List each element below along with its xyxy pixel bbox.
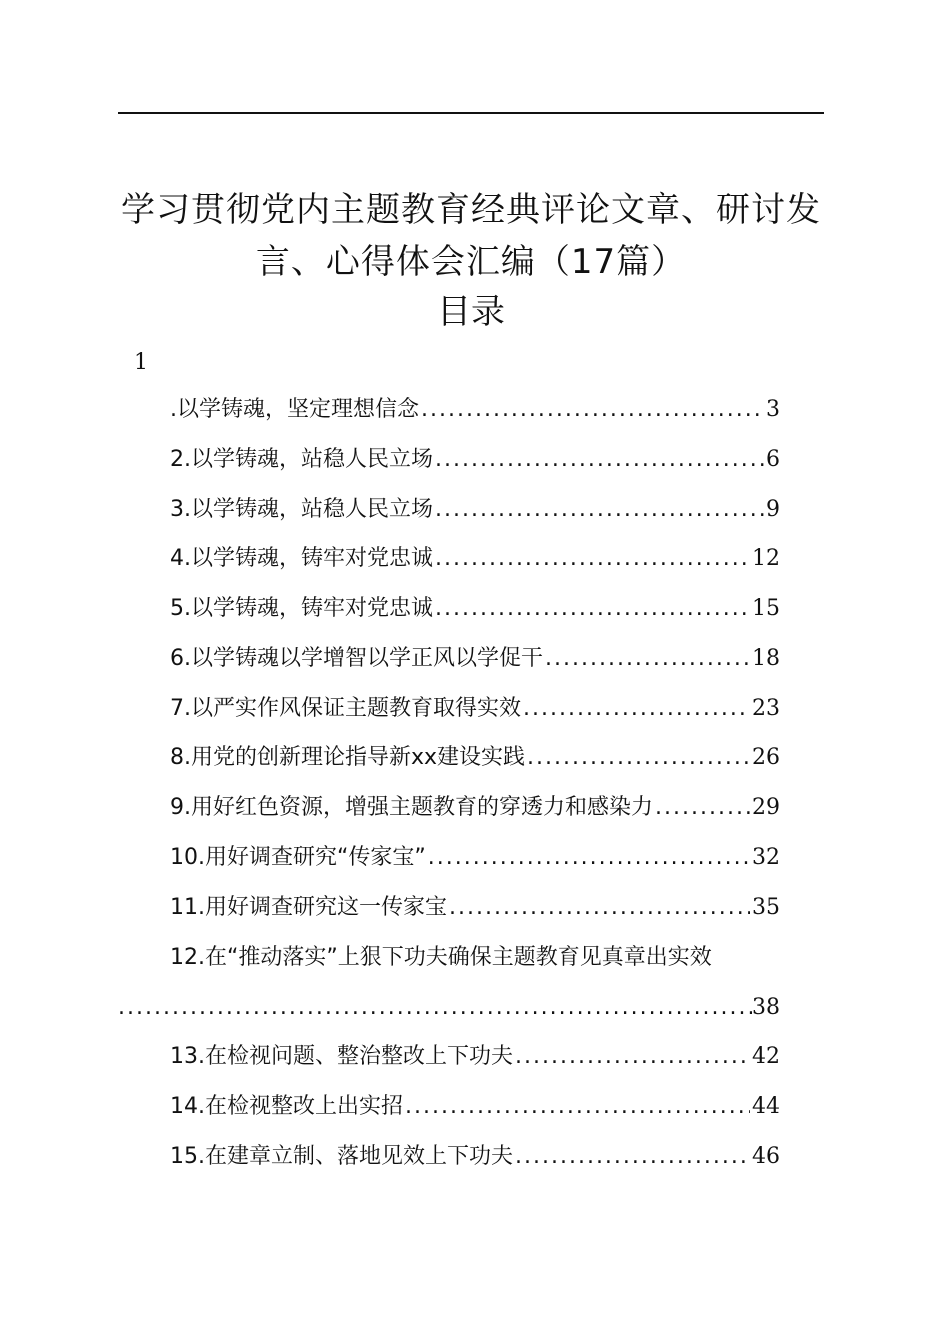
- toc-entry-page: 42: [752, 1044, 780, 1069]
- toc-entry-1[interactable]: [170, 392, 780, 428]
- dot-leader: [435, 591, 750, 627]
- toc-heading: 目录: [437, 292, 505, 332]
- toc-entry-5[interactable]: [170, 591, 780, 627]
- toc-entry-15[interactable]: [170, 1139, 780, 1175]
- dot-leader: [118, 990, 752, 1026]
- toc-entry-page: 44: [752, 1094, 780, 1119]
- document-title-line-2: 言、心得体会汇编（17篇）: [255, 242, 687, 282]
- toc-entry-label: 15.在建章立制、落地见效上下功夫: [170, 1144, 513, 1169]
- toc-entry-page: 35: [752, 895, 780, 920]
- toc-entry-page: 23: [752, 696, 780, 721]
- toc-entry-2[interactable]: [170, 442, 780, 478]
- toc-entry-page: 18: [752, 646, 780, 671]
- toc-entry-12-continuation[interactable]: [118, 990, 780, 1026]
- toc-entry-label: 14.在检视整改上出实招: [170, 1094, 403, 1119]
- toc-entry-page: 29: [752, 795, 780, 820]
- toc-entry-8[interactable]: [170, 740, 780, 776]
- dot-leader: [435, 442, 764, 478]
- toc-entry-14[interactable]: [170, 1089, 780, 1125]
- toc-entry-13[interactable]: [170, 1039, 780, 1075]
- toc-entry-label: 6.以学铸魂以学增智以学正风以学促干: [170, 646, 543, 671]
- toc-entry-page: 12: [752, 546, 780, 571]
- dot-leader: [527, 740, 750, 776]
- toc-entry-label: 2.以学铸魂，站稳人民立场: [170, 447, 433, 472]
- toc-entry-11[interactable]: [170, 890, 780, 926]
- toc-entry-label: 4.以学铸魂，铸牢对党忠诚: [170, 546, 433, 571]
- toc-entry-label: 10.用好调查研究“传家宝”: [170, 845, 426, 870]
- toc-entry-page: 3: [766, 397, 780, 422]
- dot-leader: [421, 392, 764, 428]
- header-rule: [118, 112, 824, 114]
- toc-entry-page: 6: [766, 447, 780, 472]
- dot-leader: [515, 1139, 750, 1175]
- toc-entry-label: 8.用党的创新理论指导新xx建设实践: [170, 745, 526, 770]
- toc-entry-label: 3.以学铸魂，站稳人民立场: [170, 497, 433, 522]
- toc-entry-page: 26: [752, 745, 780, 770]
- toc-entry-10[interactable]: [170, 840, 780, 876]
- document-title-line-1: 学习贯彻党内主题教育经典评论文章、研讨发: [121, 190, 821, 230]
- dot-leader: [428, 840, 750, 876]
- toc-entry-label: 11.用好调查研究这一传家宝: [170, 895, 447, 920]
- toc-entry-page: 46: [752, 1144, 780, 1169]
- dot-leader: [435, 492, 764, 528]
- dot-leader: [435, 541, 750, 577]
- toc-entry-7[interactable]: [170, 691, 780, 727]
- toc-entry-page: 15: [752, 596, 780, 621]
- dot-leader: [449, 890, 750, 926]
- toc-entry-label: 13.在检视问题、整治整改上下功夫: [170, 1044, 513, 1069]
- toc-entry-9[interactable]: [170, 790, 780, 826]
- stray-list-number: 1: [134, 350, 148, 375]
- toc-entry-page: 9: [766, 497, 780, 522]
- toc-entry-page: 32: [752, 845, 780, 870]
- toc-entry-label: 9.用好红色资源，增强主题教育的穿透力和感染力: [170, 795, 653, 820]
- toc-entry-3[interactable]: [170, 492, 780, 528]
- dot-leader: [545, 641, 750, 677]
- dot-leader: [655, 790, 750, 826]
- toc-entry-page: 38: [752, 995, 780, 1020]
- toc-entry-label: .以学铸魂，坚定理想信念: [170, 397, 419, 422]
- toc-entry-6[interactable]: [170, 641, 780, 677]
- toc-entry-12[interactable]: [170, 940, 830, 976]
- dot-leader: [515, 1039, 750, 1075]
- toc-entry-label: 7.以严实作风保证主题教育取得实效: [170, 696, 521, 721]
- toc-entry-label: 5.以学铸魂，铸牢对党忠诚: [170, 596, 433, 621]
- toc-entry-4[interactable]: [170, 541, 780, 577]
- dot-leader: [523, 691, 750, 727]
- toc-entry-label: 12.在“推动落实”上狠下功夫确保主题教育见真章出实效: [170, 945, 712, 970]
- dot-leader: [405, 1089, 750, 1125]
